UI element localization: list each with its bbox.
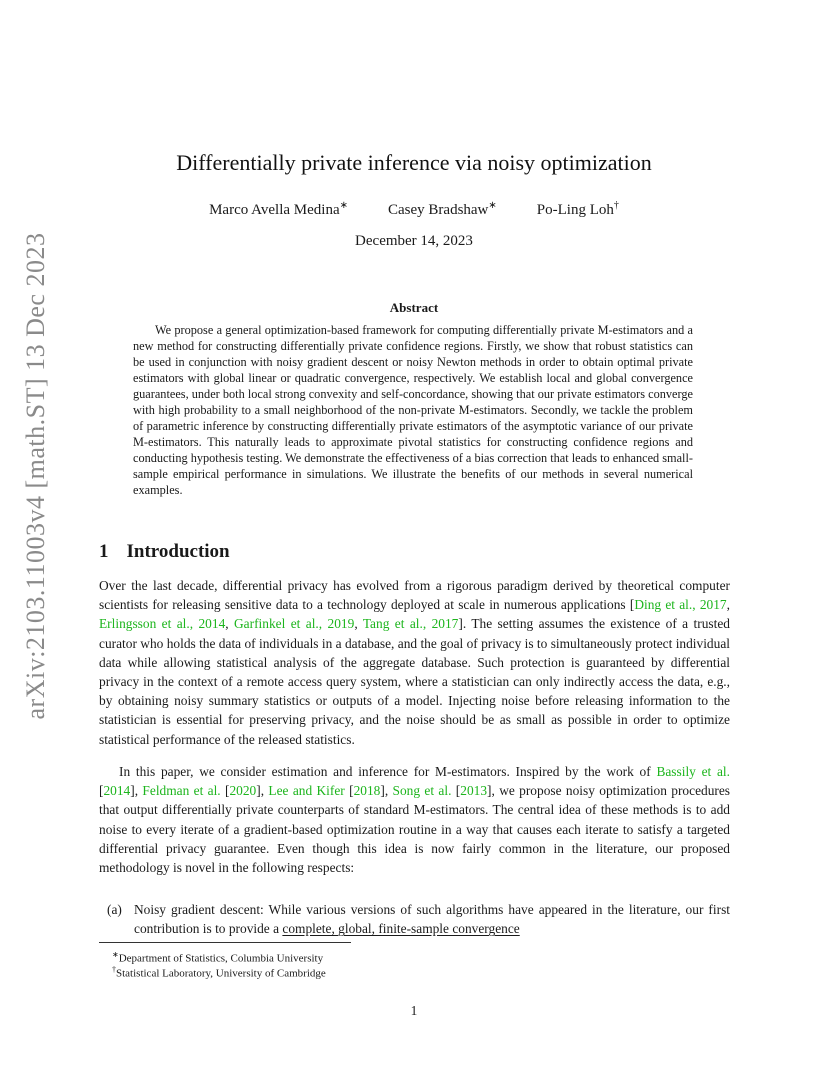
author-list: [0, 200, 828, 219]
author-footnote-mark: ∗: [488, 200, 497, 211]
body-paragraph: In this paper, we consider estimation and inference for M-estimators. Inspired by the work of Bassily et al. [2014], Feldman et al. [2020], Lee and Kifer [2018], Song et al. [2013], we propose noisy optimization procedures that output differentially private counterparts of standard M-estimators. The central idea of these methods is to add noise to every iterate of a gradient-based optimization routine in a way that causes each iterate to satisfy a targeted differential privacy guarantee. Even though this idea is now fairly common in the literature, our proposed methodology is novel in the following respects:: [99, 764, 731, 876]
paper-date: December 14, 2023: [355, 233, 473, 249]
citation-link[interactable]: Tang et al., 2017: [362, 616, 459, 632]
footnote-mark: ∗: [112, 950, 119, 959]
footnote: †Statistical Laboratory, University of Cambridge: [112, 965, 326, 980]
citation-link[interactable]: Erlingsson et al., 2014: [99, 616, 226, 632]
page-number: 1: [410, 1003, 418, 1018]
citation-link[interactable]: Song et al.: [392, 783, 452, 799]
contribution-list-item: [99, 900, 730, 938]
citation-link[interactable]: Bassily et al.: [656, 764, 730, 779]
arxiv-identifier-stamp: arXiv:2103.11003v4 [math.ST] 13 Dec 2023: [21, 232, 50, 720]
author-footnote-mark: ∗: [339, 200, 348, 211]
author: Casey Bradshaw∗: [388, 200, 497, 218]
paper-title: Differentially private inference via noisy optimization: [176, 150, 652, 175]
citation-link[interactable]: Lee and Kifer: [268, 783, 345, 799]
author: Marco Avella Medina∗: [209, 200, 348, 218]
citation-year-link[interactable]: 2013: [460, 783, 488, 799]
citation-year-link[interactable]: 2018: [353, 783, 381, 799]
underlined-phrase: complete, global, finite-sample convergence: [282, 921, 520, 937]
citation-year-link[interactable]: 2020: [229, 783, 257, 799]
abstract-heading: Abstract: [389, 300, 439, 315]
abstract-text: We propose a general optimization-based framework for computing differentially private M-estimators and a new method for constructing differentially private confidence regions. Firstly, we show that robust statistics can be used in conjunction with noisy gradient descent or noisy Newton methods in order to obtain optimal private estimators with global linear or quadratic convergence, respectively. We establish local and global convergence guarantees, under both local strong convexity and self-concordance, showing that our private estimators converge with high probability to a small neighborhood of the non-private M-estimators. Secondly, we tackle the problem of parametric inference by constructing differentially private estimators of the asymptotic variance of our private M-estimators. This naturally leads to approximate pivotal statistics for constructing confidence regions and conducting hypothesis testing. We demonstrate the effectiveness of a bias correction that leads to enhanced small-sample empirical performance in simulations. We illustrate the benefits of our methods in several numerical examples.: [133, 323, 693, 497]
section-number: 1: [99, 541, 109, 562]
section-title: Introduction: [126, 541, 230, 562]
citation-link[interactable]: Garfinkel et al., 2019: [234, 616, 355, 632]
section-heading: [99, 541, 230, 563]
author: Po-Ling Loh†: [536, 200, 619, 218]
body-paragraph: Over the last decade, differential privacy has evolved from a rigorous paradigm derived by theoretical computer scientists for releasing sensitive data to a technology deployed at scale in numerous applications [Ding et al., 2017, Erlingsson et al., 2014, Garfinkel et al., 2019, Tang et al., 2017]. The setting assumes the existence of a trusted curator who holds the data of individuals in a database, and the goal of privacy is to simultaneously protect individual data while allowing statistical analysis of the aggregate database. Such protection is guaranteed by differential privacy in the context of a remote access query system, where a statistician can only indirectly access the data, e.g., by obtaining noisy summary statistics or outputs of a model. Injecting noise before releasing information to the statistician is essential for preserving privacy, and the noise should be as small as possible in order to optimize statistical performance of the released statistics.: [99, 578, 730, 747]
list-marker: (a): [107, 902, 122, 917]
citation-year-link[interactable]: 2014: [103, 783, 131, 799]
footnote: ∗Department of Statistics, Columbia University: [112, 950, 324, 965]
footnote-mark: †: [112, 965, 116, 974]
footnote-divider: [99, 942, 351, 943]
citation-link[interactable]: Ding et al., 2017: [634, 597, 727, 613]
list-item-text: Noisy gradient descent: While various versions of such algorithms have appeared in the literature, our first contribution is to provide a complete, global, finite-sample convergence: [134, 902, 730, 937]
citation-link[interactable]: Feldman et al.: [142, 783, 221, 799]
author-footnote-mark: †: [613, 200, 619, 211]
